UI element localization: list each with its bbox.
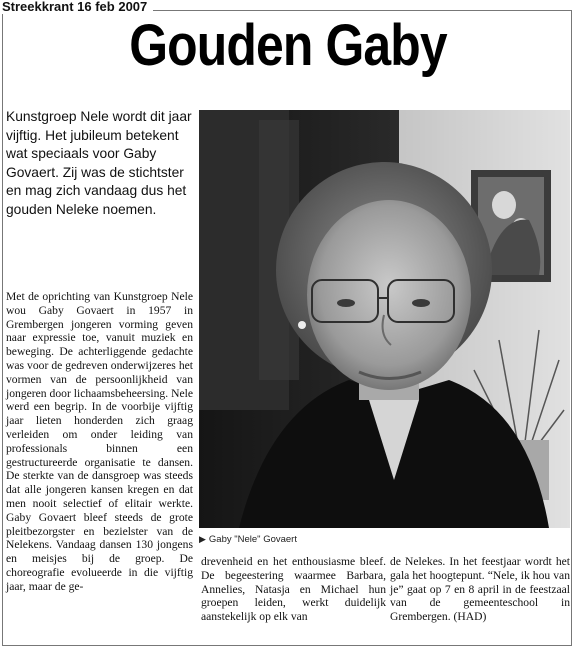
intro-paragraph: Kunstgroep Nele wordt dit jaar vijftig. Het jubileum betekent wat speciaals voor Gaby Govaert. Zij was de stichtster en mag zich vandaag dus het gouden Neleke noemen.	[6, 109, 192, 217]
headline: Gouden Gaby	[129, 13, 447, 78]
caption-text: Gaby "Nele" Govaert	[208, 534, 297, 545]
photo-caption	[199, 533, 559, 546]
caption-arrow-icon: ▶	[199, 534, 206, 544]
portrait-illustration	[199, 110, 570, 528]
body-column-3: de Nelekes. In het feestjaar wordt het gala het hoogtepunt. “Nele, ik hou van je” gaat op 7 en 8 april in de feestzaal van de gemeenteschool in Grembergen. (HAD)	[390, 555, 570, 624]
portrait-photo	[199, 110, 570, 528]
body-column-2: drevenheid en het enthousiasme bleef. De begeestering waarmee Barbara, Annelies, Natasja en Michael hun groepen leiden, werkt duidelijk aanstekelijk op elk van	[201, 555, 386, 624]
publication-tag: Streekkrant 16 feb 2007	[0, 0, 153, 14]
body-column-1: Met de oprichting van Kunstgroep Nele wou Gaby Govaert in 1957 in Grembergen jongeren vorming geven naar expressie toe, vanuit muziek en beweging. De achterliggende gedachte was voor de gedreven onderwijzeres het vormen van de persoonlijkheid van jongeren door lichaamsbeheersing. Nele werd een begrip. In de voorbije vijftig jaar lieten honderden zich graag verleiden om onder leiding van professionals binnen een gestructureerde organisatie te dansen. De sterkte van de dansgroep was steeds dat alle jongeren kansen kregen en dat men nooit selectief of elitair werkte. Gaby Govaert bleef steeds de grote pleitbezorgster en bezielster van de Nelekens. Vandaag dansen 130 jongens en meisjes bij de groep. De choreografie evolueerde in die vijftig jaar, maar de ge-	[6, 290, 193, 593]
